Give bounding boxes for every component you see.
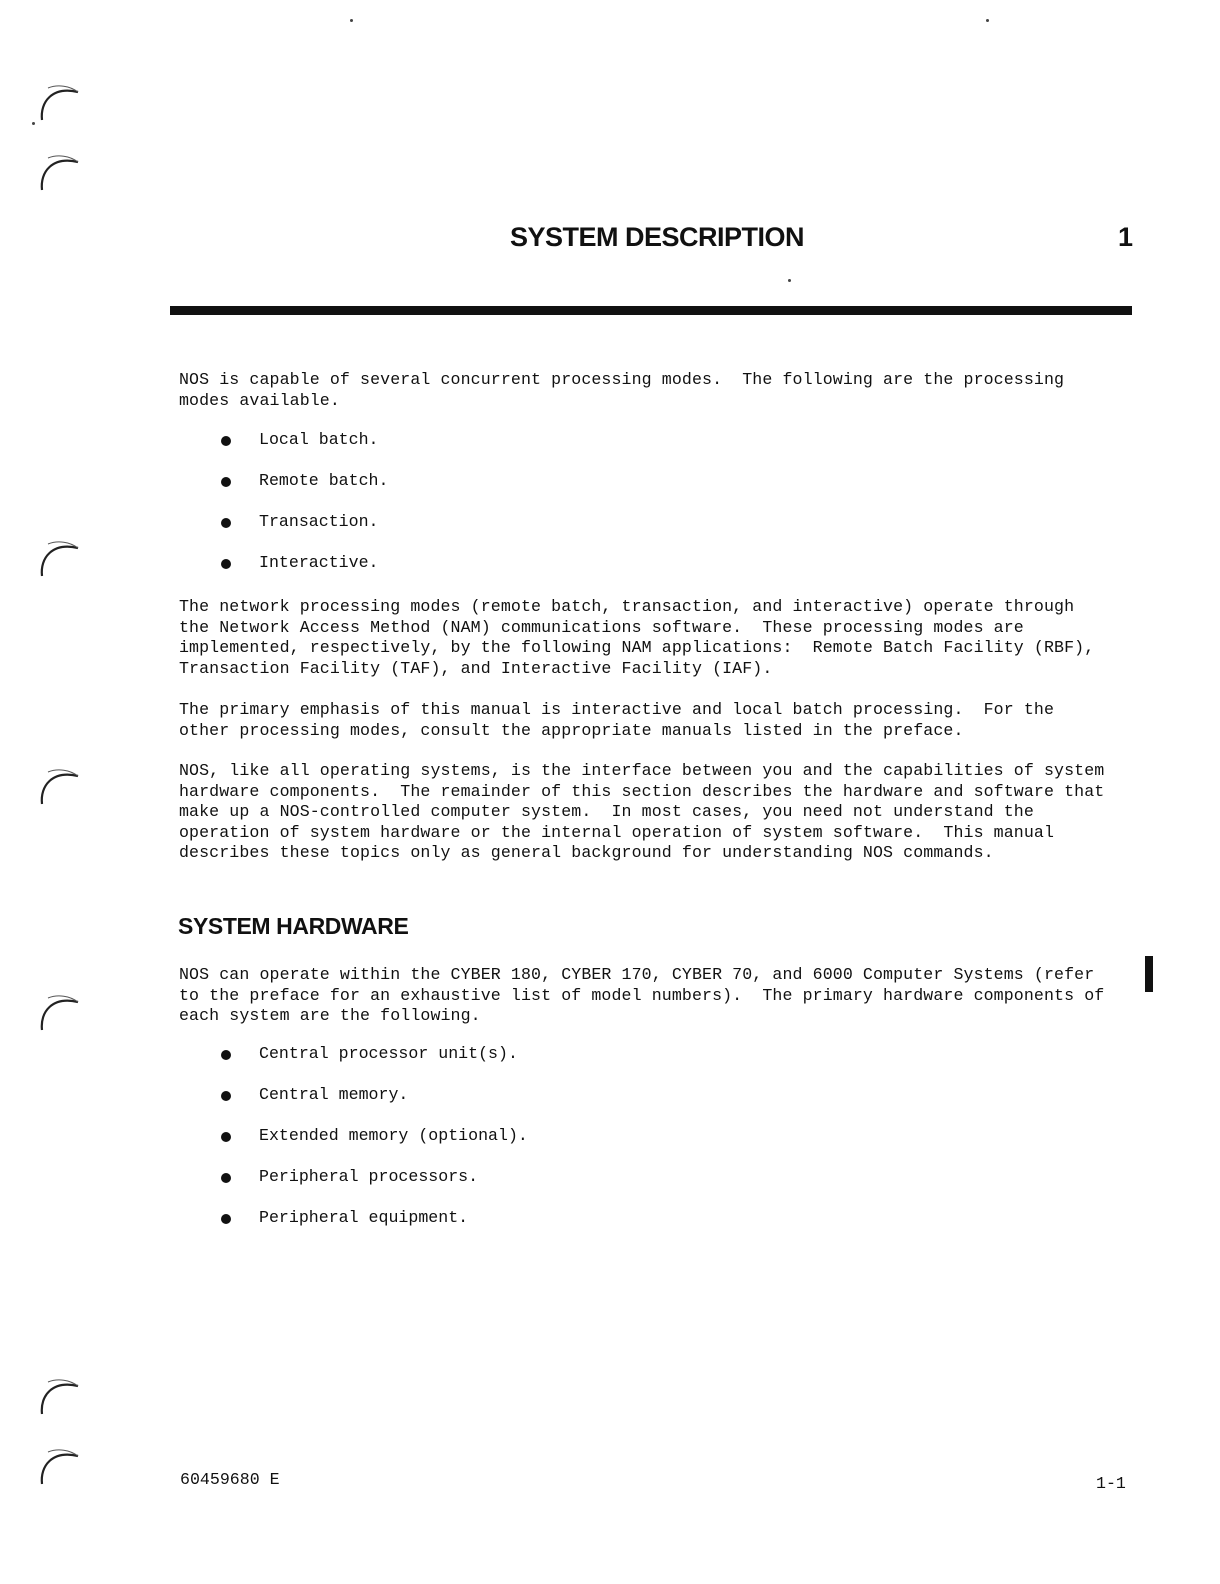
- list-item-text: Transaction.: [259, 512, 379, 531]
- punch-hole-icon: [36, 1444, 82, 1490]
- list-item-text: Interactive.: [259, 553, 379, 572]
- list-item-text: Local batch.: [259, 430, 379, 449]
- section-number: 1: [1118, 222, 1134, 252]
- bullet-icon: [221, 559, 231, 569]
- bullet-icon: [221, 1214, 231, 1224]
- page-number: 1-1: [1096, 1474, 1126, 1493]
- bullet-icon: [221, 436, 231, 446]
- punch-hole-icon: [36, 990, 82, 1036]
- punch-hole-icon: [36, 1374, 82, 1420]
- network-paragraph: The network processing modes (remote batch, transaction, and interactive) operate through the Network Access Method (NAM) communications software. These processing modes are implemented, respectively, by the following NAM applications: Remote Batch Facility (RBF), Transaction Facility (TAF), and Interactive Facility (IAF).: [179, 597, 1095, 678]
- punch-hole-icon: [36, 80, 82, 126]
- list-item-text: Peripheral equipment.: [259, 1208, 469, 1227]
- intro-paragraph: NOS is capable of several concurrent processing modes. The following are the processing modes available.: [179, 370, 1065, 410]
- interface-paragraph: NOS, like all operating systems, is the interface between you and the capabilities of system hardware components. The remainder of this section describes the hardware and software that make up a NOS-controlled computer system. In most cases, you need not understand the operation of system hardware or the internal operation of system software. This manual describes these topics only as general background for understanding NOS commands.: [179, 761, 1105, 862]
- page-title: SYSTEM DESCRIPTION: [510, 222, 805, 252]
- punch-hole-icon: [36, 150, 82, 196]
- list-item-text: Central memory.: [259, 1085, 409, 1104]
- hardware-paragraph: NOS can operate within the CYBER 180, CYBER 170, CYBER 70, and 6000 Computer Systems (refer to the preface for an exhaustive list of model numbers). The primary hardware components of each system are the following.: [179, 965, 1105, 1025]
- system-hardware-heading: SYSTEM HARDWARE: [178, 913, 409, 939]
- bullet-icon: [221, 518, 231, 528]
- bullet-icon: [221, 1132, 231, 1142]
- change-bar: [1145, 956, 1153, 992]
- list-item-text: Peripheral processors.: [259, 1167, 479, 1186]
- list-item-text: Central processor unit(s).: [259, 1044, 518, 1063]
- scan-speck: [350, 19, 353, 22]
- document-number: 60459680 E: [180, 1470, 280, 1489]
- bullet-icon: [221, 1050, 231, 1060]
- list-item-text: Extended memory (optional).: [259, 1126, 528, 1145]
- punch-hole-icon: [36, 536, 82, 582]
- punch-hole-icon: [36, 764, 82, 810]
- bullet-icon: [221, 1173, 231, 1183]
- bullet-icon: [221, 477, 231, 487]
- bullet-icon: [221, 1091, 231, 1101]
- scan-speck: [32, 122, 35, 125]
- scan-speck: [986, 19, 989, 22]
- emphasis-paragraph: The primary emphasis of this manual is interactive and local batch processing. For the other processing modes, consult the appropriate manuals listed in the preface.: [179, 700, 1055, 740]
- scan-speck: [788, 279, 791, 282]
- title-rule: [170, 306, 1132, 315]
- list-item-text: Remote batch.: [259, 471, 389, 490]
